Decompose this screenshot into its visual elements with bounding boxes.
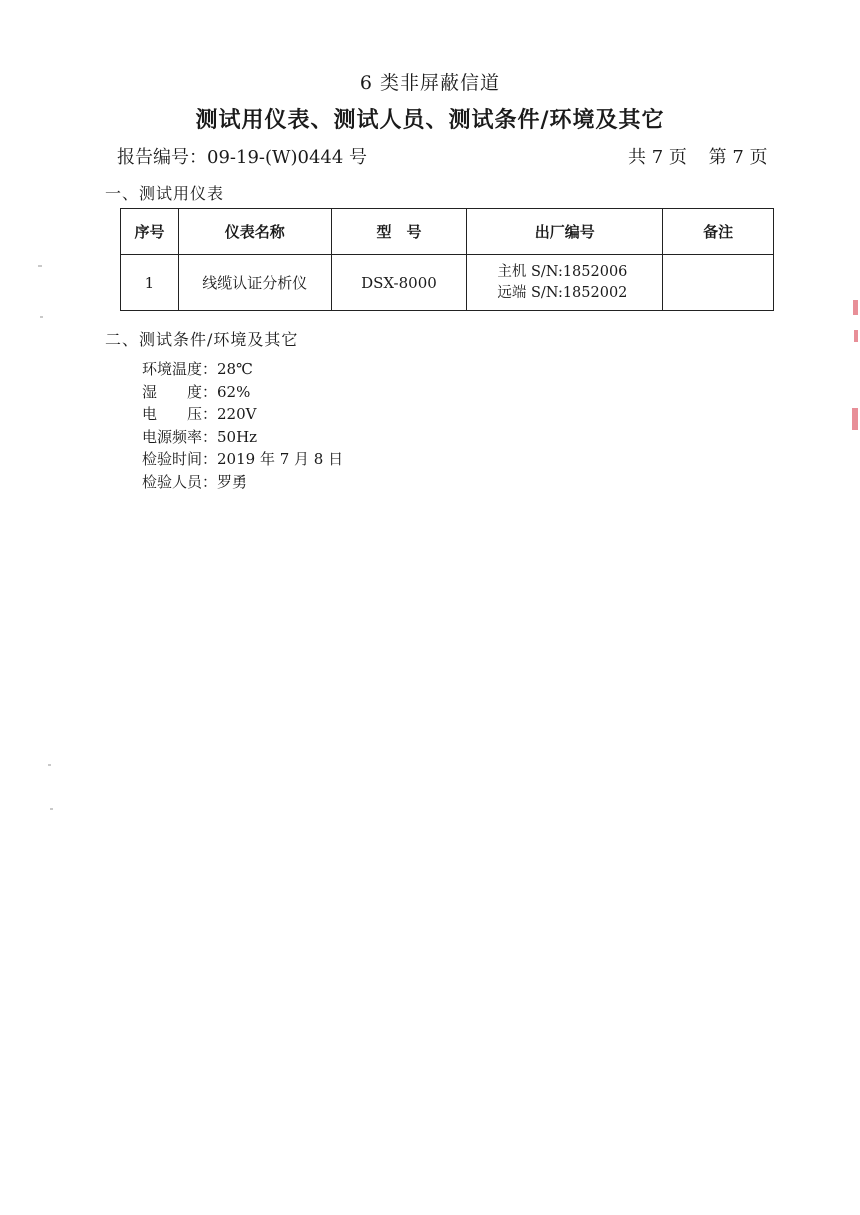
- column-header-index: 序号: [121, 209, 179, 255]
- seal-fragment: [854, 330, 858, 342]
- cell-index: 1: [121, 255, 179, 311]
- report-number: 报告编号：09-19-(W)0444 号: [117, 147, 368, 168]
- condition-value: 50Hz: [217, 427, 258, 446]
- table-row: [121, 255, 774, 311]
- document-title: 6 类非屏蔽信道: [359, 72, 501, 94]
- scan-artifact: [38, 265, 42, 267]
- cell-serial: [467, 255, 663, 311]
- seal-fragment: [852, 408, 858, 430]
- condition-humidity: [142, 381, 343, 404]
- condition-value: 2019 年 7 月 8 日: [217, 450, 344, 468]
- condition-frequency: [142, 426, 343, 449]
- condition-inspector: [142, 471, 343, 494]
- condition-date: [142, 448, 343, 471]
- instruments-table: [120, 208, 774, 311]
- condition-label: 电源频率：: [142, 427, 218, 446]
- column-header-model: 型 号: [331, 209, 467, 255]
- seal-fragment: [853, 300, 858, 315]
- serial-main: 主机 S/N:1852006: [497, 263, 628, 280]
- scan-artifact: [48, 764, 51, 766]
- table-header-row: [121, 209, 774, 255]
- current-page: 第 7 页: [708, 147, 768, 168]
- cell-remark: [663, 255, 774, 311]
- column-header-remark: 备注: [663, 209, 774, 255]
- condition-label: 电 压：: [142, 405, 218, 423]
- section-heading-instruments: 一、测试用仪表: [105, 184, 225, 203]
- condition-label: 环境温度：: [142, 360, 218, 378]
- page-info: [628, 143, 768, 169]
- condition-label: 检验时间：: [142, 450, 218, 468]
- serial-remote: 远端 S/N:1852002: [497, 284, 628, 301]
- condition-value: 28℃: [217, 360, 253, 378]
- condition-label: 湿 度：: [142, 382, 218, 401]
- document-subtitle: 测试用仪表、测试人员、测试条件/环境及其它: [195, 107, 665, 133]
- condition-temperature: [142, 358, 343, 381]
- condition-voltage: [142, 403, 343, 426]
- condition-value: 62%: [217, 382, 251, 401]
- condition-label: 检验人员：: [142, 472, 218, 491]
- cell-model: DSX-8000: [331, 255, 467, 311]
- column-header-serial: 出厂编号: [467, 209, 663, 255]
- condition-value: 220V: [217, 405, 257, 423]
- column-header-name: 仪表名称: [178, 209, 331, 255]
- section-heading-conditions: 二、测试条件/环境及其它: [105, 330, 299, 349]
- scan-artifact: [50, 808, 53, 810]
- cell-instrument-name: 线缆认证分析仪: [178, 255, 331, 311]
- total-pages: 共 7 页: [628, 147, 687, 168]
- conditions-list: [142, 358, 343, 493]
- condition-value: 罗勇: [217, 472, 248, 491]
- scan-artifact: [40, 316, 43, 318]
